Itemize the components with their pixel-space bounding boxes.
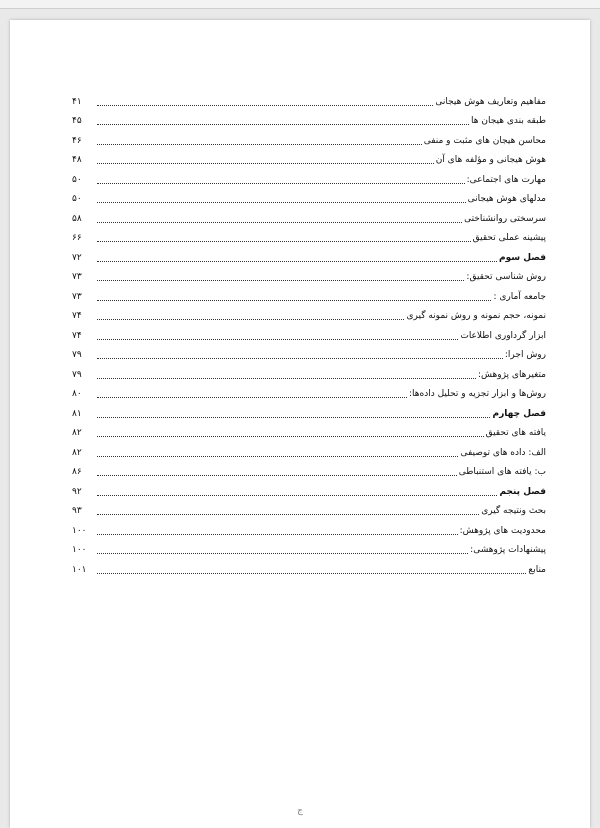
toc-entry-title: فصل چهارم: [492, 408, 546, 419]
toc-entry-title: نمونه، حجم نمونه و روش نمونه گیری: [406, 311, 546, 321]
dot-leader: [97, 435, 484, 437]
toc-entry[interactable]: [72, 400, 546, 420]
toc-entry-page-number: ۷۳: [72, 291, 82, 302]
toc-entry-title: هوش هیجانی و مؤلفه های آن: [435, 155, 546, 165]
toc-entry-page-number: ۴۵: [72, 116, 82, 126]
toc-entry-title: منابع: [528, 564, 546, 575]
dot-leader: [97, 162, 434, 164]
toc-entry-title: ب: یافته های استنباطی: [458, 467, 546, 477]
dot-leader: [97, 455, 458, 457]
toc-entry-title: روش‌ها و ابزار تجزیه و تحلیل داده‌ها:: [408, 389, 546, 399]
dot-leader: [97, 494, 497, 496]
toc-entry[interactable]: [72, 147, 546, 167]
dot-leader: [97, 182, 465, 184]
toc-entry-page-number: ۸۶: [72, 467, 82, 477]
toc-entry[interactable]: [72, 439, 546, 459]
toc-entry[interactable]: [72, 244, 546, 264]
toc-entry-page-number: ۷۴: [72, 330, 82, 341]
document-page: [10, 20, 590, 828]
dot-leader: [97, 357, 503, 359]
dot-leader: [97, 143, 422, 145]
toc-entry-page-number: ۴۱: [72, 96, 82, 107]
toc-entry-title: مدلهای هوش هیجانی: [467, 194, 546, 204]
toc-entry-page-number: ۷۹: [72, 350, 82, 360]
toc-entry[interactable]: [72, 342, 546, 362]
dot-leader: [97, 533, 458, 535]
dot-leader: [97, 572, 526, 574]
toc-entry[interactable]: [72, 283, 546, 303]
toc-entry-title: فصل پنجم: [499, 486, 546, 497]
toc-entry[interactable]: [72, 88, 546, 108]
toc-entry[interactable]: [72, 264, 546, 284]
toc-entry[interactable]: [72, 225, 546, 245]
dot-leader: [97, 260, 497, 262]
toc-entry[interactable]: [72, 556, 546, 576]
toc-entry-title: پیشینه عملی تحقیق: [472, 233, 546, 243]
toc-entry-page-number: ۹۳: [72, 506, 82, 516]
dot-leader: [97, 318, 404, 320]
dot-leader: [97, 338, 458, 340]
toc-entry-page-number: ۹۲: [72, 486, 82, 497]
dot-leader: [97, 396, 407, 398]
toc-entry-page-number: ۸۱: [72, 408, 82, 419]
dot-leader: [97, 221, 462, 223]
toc-entry-page-number: ۸۰: [72, 389, 82, 399]
toc-entry[interactable]: [72, 303, 546, 323]
dot-leader: [97, 552, 468, 554]
toc-entry[interactable]: [72, 381, 546, 401]
toc-entry-page-number: ۷۴: [72, 311, 82, 321]
toc-entry-title: محاسن هیجان های مثبت و منفی: [423, 135, 546, 146]
toc-entry[interactable]: [72, 459, 546, 479]
page-number-footer: ج: [297, 806, 303, 816]
toc-entry-title: مهارت های اجتماعی:: [466, 174, 546, 185]
toc-entry[interactable]: [72, 498, 546, 518]
toc-entry[interactable]: [72, 420, 546, 440]
toc-entry-page-number: ۷۹: [72, 369, 82, 380]
toc-entry-page-number: ۵۸: [72, 213, 82, 224]
dot-leader: [97, 474, 457, 476]
toc-entry-page-number: ۴۶: [72, 135, 82, 146]
toc-entry-page-number: ۵۰: [72, 174, 82, 185]
dot-leader: [97, 123, 469, 125]
dot-leader: [97, 279, 464, 281]
table-of-contents: [72, 88, 546, 576]
dot-leader: [97, 240, 471, 242]
toc-entry-title: سرسختی روانشناختی: [464, 213, 546, 224]
dot-leader: [97, 201, 466, 203]
dot-leader: [97, 377, 476, 379]
toc-entry[interactable]: [72, 478, 546, 498]
toc-entry-title: الف: داده های توصیفی: [460, 447, 546, 458]
toc-entry-title: مفاهیم وتعاریف هوش هیجانی: [435, 96, 546, 107]
toc-entry-page-number: ۸۲: [72, 447, 82, 458]
toc-entry[interactable]: [72, 322, 546, 342]
toc-entry-title: بحث ونتیجه گیری: [481, 506, 546, 516]
toc-entry[interactable]: [72, 166, 546, 186]
toc-entry-title: فصل سوم: [498, 252, 546, 263]
toc-entry[interactable]: [72, 108, 546, 128]
toc-entry-title: پیشنهادات پژوهشی:: [470, 545, 546, 555]
toc-entry-page-number: ۱۰۰: [72, 525, 87, 536]
toc-entry[interactable]: [72, 127, 546, 147]
toc-entry[interactable]: [72, 205, 546, 225]
toc-entry-page-number: ۱۰۰: [72, 545, 87, 555]
dot-leader: [97, 513, 479, 515]
toc-entry-title: روش اجرا:: [504, 350, 546, 360]
toc-entry-title: محدودیت های پژوهش:: [459, 525, 546, 536]
dot-leader: [97, 416, 490, 418]
toc-entry-title: ابزار گرداوری اطلاعات: [460, 330, 546, 341]
toc-entry-page-number: ۱۰۱: [72, 564, 87, 575]
toc-entry-page-number: ۶۶: [72, 233, 82, 243]
toc-entry[interactable]: [72, 517, 546, 537]
toc-entry[interactable]: [72, 186, 546, 206]
toc-entry-page-number: ۵۰: [72, 194, 82, 204]
toc-entry-title: روش شناسی تحقیق:: [466, 272, 546, 282]
toc-entry-page-number: ۸۲: [72, 428, 82, 438]
dot-leader: [97, 299, 491, 301]
toc-entry-page-number: ۷۳: [72, 272, 82, 282]
toc-entry[interactable]: [72, 361, 546, 381]
toc-entry-title: جامعه آماری :: [493, 291, 546, 302]
toc-entry-title: متغیرهای پژوهش:: [477, 369, 546, 380]
toc-entry-title: یافته های تحقیق: [485, 428, 546, 438]
toc-entry-page-number: ۴۸: [72, 155, 82, 165]
toc-entry[interactable]: [72, 537, 546, 557]
dot-leader: [97, 104, 433, 106]
toc-entry-title: طبقه بندی هیجان ها: [471, 116, 546, 126]
toc-entry-page-number: ۷۲: [72, 252, 82, 263]
viewer-top-bar: [0, 0, 600, 9]
